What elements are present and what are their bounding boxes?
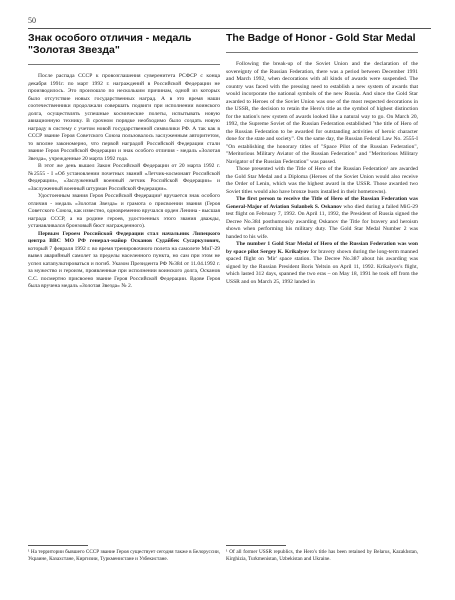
- russian-paragraph-3: Удостоенным звания Героя Российской Федерации¹ вручается знак особого отличия - медаль «Золотая Звезда» и грамота о присвоении звания (Героя Советского Союза, как известно, одновременно вручался орден Ленина - высшая награда СССР, а на родине героев, удостоенных этого звания дважды, устанавливался бронзовый бюст награжденного).: [28, 193, 220, 229]
- english-footnote-rule: [226, 545, 286, 546]
- russian-paragraph-4: [28, 231, 220, 291]
- english-paragraph-4-lead: The number 1 Gold Star Medal of Hero of the Russian Federation was won by space pilot Sergey K. Krikalyov: [226, 241, 418, 255]
- russian-paragraph-2: В этот же день вышел Закон Российской Федерации от 20 марта 1992 г. №2555 - I «Об установлении почетных званий «Летчик-космонавт Российской Федерации», «Заслуженный военный летчик Российской Федерации» и «Заслуженный военный штурман Российской Федерации».: [28, 163, 220, 192]
- english-column: [226, 32, 418, 286]
- russian-paragraph-4-lead: Первым Героем Российской Федерации стал начальник Липецкого центра ВВС МО РФ генерал-майор Осканов Судайбек Сусаркулович,: [28, 230, 220, 244]
- russian-footnote: ¹ На территории бывшего СССР звание Героя существует сегодня также в Белоруссии, Украине, Казахстане, Киргизии, Туркменистане и Узбекистане.: [28, 549, 220, 562]
- english-title-rule: [226, 52, 418, 53]
- english-paragraph-3-lead: The first person to receive the Title of Hero of the Russian Federation was General-Major of Aviation Sulanbek S. Oskanov: [226, 196, 418, 210]
- english-paragraph-2: Those presented with the Title of Hero of the Russian Federation¹ are awarded the Gold Star Medal and a Diploma (Heroes of the Soviet Union would also receive the Order of Lenin, which was the highest award in the USSR. Those awarded two Soviet titles would also have bronze busts installed in their hometowns).: [226, 166, 418, 195]
- header-rule: [28, 28, 431, 29]
- page-number: 50: [28, 16, 36, 25]
- english-title: The Badge of Honor - Gold Star Medal: [226, 32, 416, 44]
- russian-column: [28, 32, 220, 291]
- english-paragraph-4: [226, 241, 418, 286]
- russian-footnote-rule: [28, 545, 88, 546]
- english-paragraph-4-body: for bravery shown during the long-term manned spaced flight on 'Mir' space station. The Decree No.387 about his awarding was signed by the Russian President Boris Yeltsin on April 11, 1992. Krikalyov's flight, which lasted 312 days, spanned the two eras – on May 18, 1991 he took off from the USSR and on March 25, 1992 landed in: [226, 248, 418, 285]
- russian-paragraph-4-body: который 7 февраля 1992 г. во время тренировочного полета на самолете МиГ-29 вывел аварийный самолет за пределы населенного пункта, но сам при этом не успел катапультироваться и погиб. Указом Президента РФ №384 от 11.04.1992 г. за мужество и героизм, проявленные при исполнении воинского долга, Осканов С.С. посмертно присвоено звание Героя Российской Федерации. Вдове Героя была вручена медаль «Золотая Звезда» № 2.: [28, 245, 220, 289]
- english-paragraph-1: Following the break-up of the Soviet Union and the declaration of the sovereignty of the Russian Federation, there was a period between December 1991 and March 1992, when decorations with all kinds of awards were suspended. The country was faced with the pressing need to establish a new system of awards that would incorporate the national symbols of the new Russia. And since the Gold Star awarded to Heroes of the Soviet Union was one of the most respected decorations in the USSR, the decision to retain the Hero's title as the symbol of highest distinction for the nation's new system of awards looked like a natural way to go. On March 20, 1992, the Supreme Soviet of the Russian Federation established "the title of Hero of the Russian Federation to be awarded for outstanding activities of heroic character done for the state and society". On the same day, the Russian Federal Law No. 2555-I "On establishing the honorary titles of "Space Pilot of the Russian Federation", "Meritorious Military Aviator of the Russian Federation" and "Meritorious Military Navigator of the Russian Federation" was passed.: [226, 61, 418, 165]
- english-paragraph-3-body: who died during a failed MiG-29 test flight on February 7, 1992. On April 11, 1992, the President of Russia signed the Decree No.384 posthumously awarding Oskanov the Title for bravery and heroism shown when performing his military duty. The Gold Star Medal Number 2 was handed to his wife.: [226, 203, 418, 240]
- russian-title: Знак особого отличия - медаль "Золотая Звезда": [28, 32, 192, 56]
- english-paragraph-3: [226, 196, 418, 241]
- english-footnote: ¹ Of all former USSR republics, the Hero's title has been retained by Belarus, Kazakhstan, Kirghizia, Turkmenistan, Uzbekistan and Ukraine.: [226, 549, 418, 562]
- russian-title-rule: [28, 64, 220, 65]
- russian-paragraph-1: После распада СССР к провозглашения суверенитета РСФСР с конца декабря 1991г. по март 1992 г. награждений в Российской Федерации не производилось. Это произошло по нескольким причинам, одной из которых было отсутствие новых государственных наград. А в это время наши соотечественники продолжали совершать подвиги при исполнении воинского долга, осуществлять успешные космические полеты, испытывать новую авиационную технику. В срочном порядке необходимо было создать новую награду в систему с учетом новой государственной символики РФ. А так как в СССР звание Героя Советского Союза пользовалось заслуженным авторитетом, то вполне закономерно, что первой наградой Российской Федерации стали звание Героя Российской Федерации и знак особого отличия - медаль «Золотая Звезда», учрежденные 20 марта 1992 года.: [28, 73, 220, 162]
